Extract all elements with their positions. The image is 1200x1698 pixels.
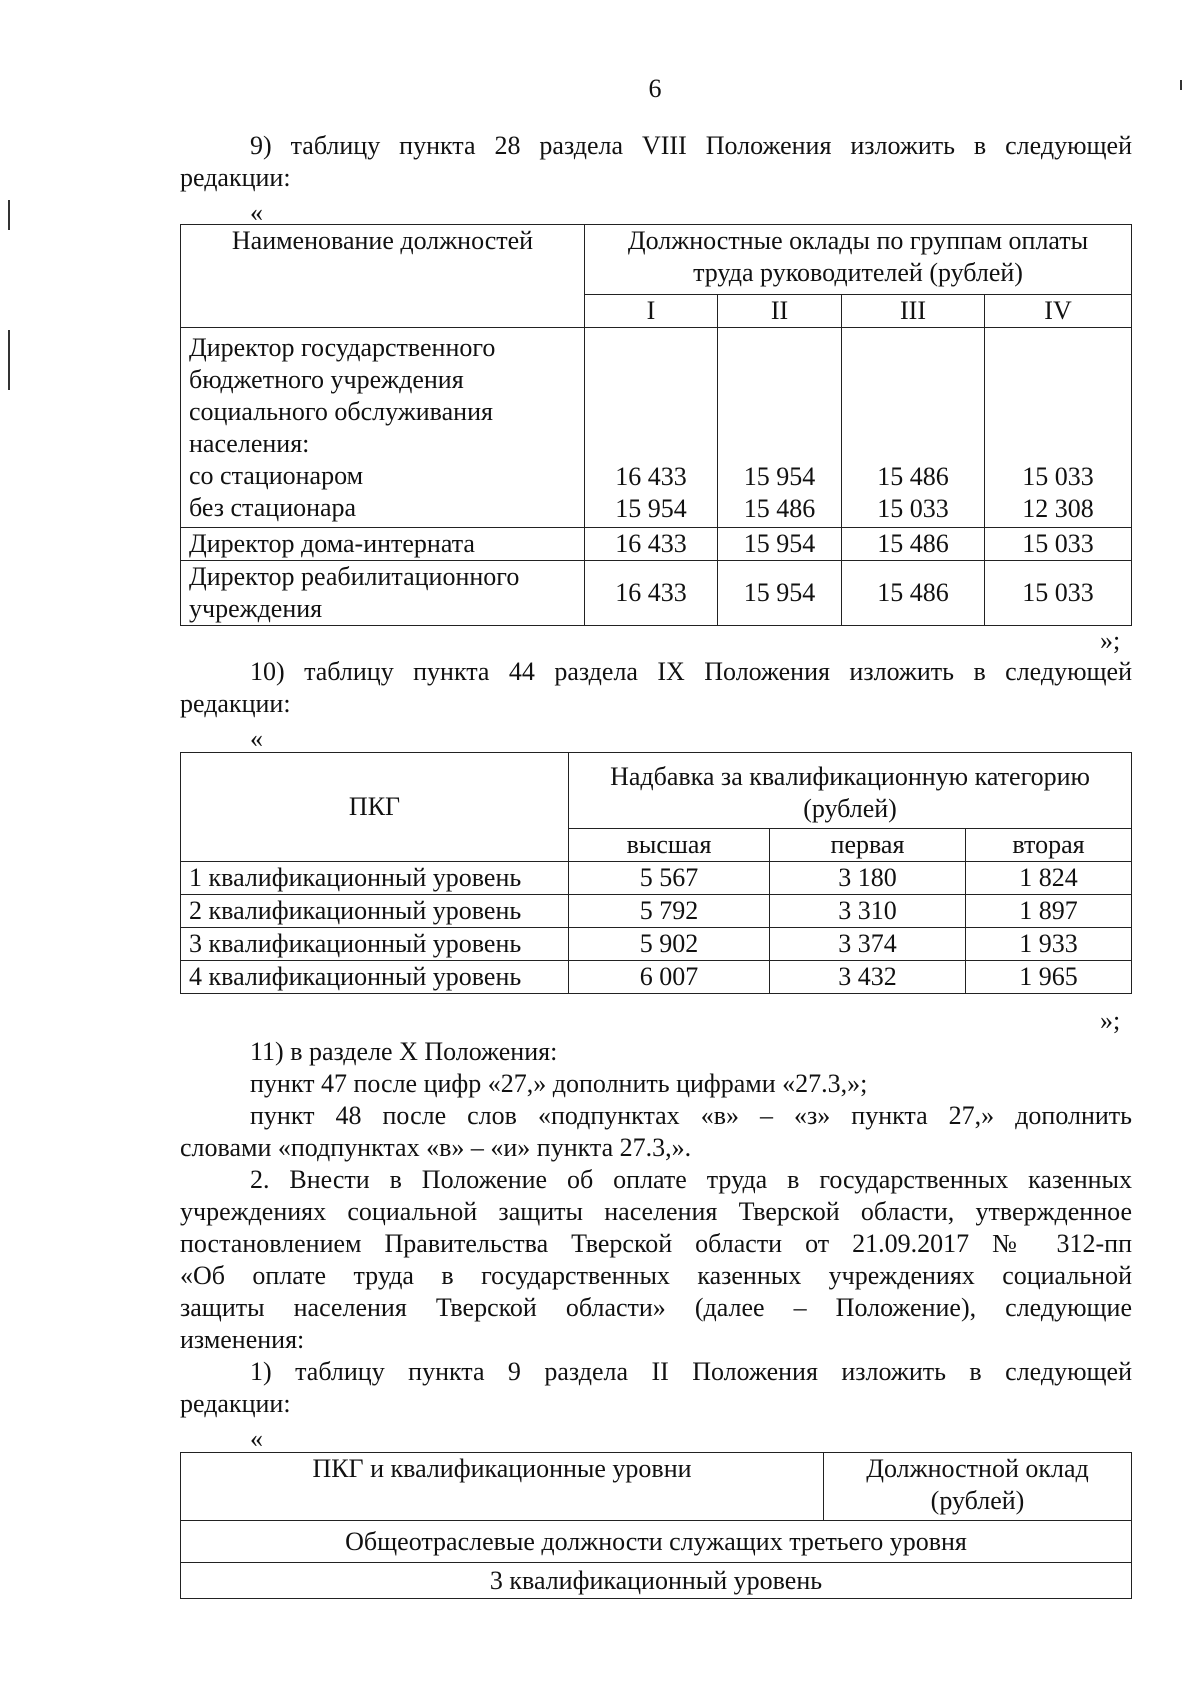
item9-text: 9) таблицу пункта 28 раздела VIII Положения изложить в следующей [250, 131, 1132, 160]
col-header-pkg-levels: ПКГ и квалификационные уровни [181, 1453, 824, 1521]
cell-value: 16 433 [585, 561, 718, 626]
cell-line: Директор государственного [189, 333, 496, 362]
section2-text: учреждениях социальной защиты населения Тверской области, утвержденное [180, 1197, 1132, 1226]
page-number: 6 [648, 74, 662, 103]
group-header: II [718, 295, 842, 328]
section2-text: защиты населения Тверской области» (далее – Положение), следующие [180, 1293, 1132, 1322]
col-header-salary [824, 1453, 1132, 1521]
cell-value: 5 567 [569, 862, 770, 895]
col-header-salary-group [585, 225, 1132, 295]
open-quote: « [250, 198, 263, 227]
cell-value: 15 033 [985, 528, 1132, 561]
section2-item1-text: редакции: [180, 1389, 291, 1418]
section2-text: постановлением Правительства Тверской области от 21.09.2017 № 312-пп [180, 1229, 1132, 1258]
cell-value: 5 902 [569, 928, 770, 961]
cell-values [585, 328, 718, 528]
item10-text-cont: редакции: [180, 689, 291, 718]
cell-line: Директор реабилитационного [189, 562, 520, 591]
table-row-level: 1 квалификационный уровень [181, 862, 569, 895]
item10-text: 10) таблицу пункта 44 раздела IX Положения изложить в следующей [250, 657, 1132, 686]
cell-value: 3 310 [770, 895, 966, 928]
section2-text: изменения: [180, 1325, 305, 1354]
table-row-level: 4 квалификационный уровень [181, 961, 569, 994]
cell-value: 15 033 [985, 561, 1132, 626]
cell-value: 6 007 [569, 961, 770, 994]
cell-value: 1 897 [966, 895, 1132, 928]
col-header-pkg: ПКГ [181, 753, 569, 862]
table-head-salaries [180, 224, 1132, 626]
cell-value: 5 792 [569, 895, 770, 928]
header-line: Должностной оклад [866, 1454, 1089, 1483]
cell-value: 15 033 [1022, 462, 1094, 491]
item11-text: 11) в разделе X Положения: [250, 1037, 558, 1066]
group-header: IV [985, 295, 1132, 328]
cell-line: со стационаром [189, 461, 364, 490]
section2-text: «Об оплате труда в государственных казенных учреждениях социальной [180, 1261, 1132, 1290]
category-header: вторая [966, 829, 1132, 862]
section2-item1-text: 1) таблицу пункта 9 раздела II Положения изложить в следующей [250, 1357, 1132, 1386]
cell-value: 1 965 [966, 961, 1132, 994]
cell-value: 12 308 [1022, 494, 1094, 523]
cell-values [842, 328, 985, 528]
table-qualification-bonus [180, 752, 1132, 994]
item11-text: пункт 47 после цифр «27,» дополнить цифрами «27.3,»; [250, 1069, 868, 1098]
cell-value: 1 933 [966, 928, 1132, 961]
table-group-row: Общеотраслевые должности служащих третьего уровня [181, 1521, 1132, 1563]
group-header: I [585, 295, 718, 328]
cell-value: 3 374 [770, 928, 966, 961]
cell-value: 15 954 [718, 528, 842, 561]
cell-values [718, 328, 842, 528]
cell-value: 15 486 [877, 462, 949, 491]
table-row-director-home: Директор дома-интерната [181, 528, 585, 561]
cell-values [985, 328, 1132, 528]
col-header-bonus [569, 753, 1132, 829]
section2-text: 2. Внести в Положение об оплате труда в государственных казенных [250, 1165, 1132, 1194]
cell-line: населения: [189, 429, 310, 458]
category-header: первая [770, 829, 966, 862]
cell-value: 15 486 [842, 528, 985, 561]
cell-value: 15 486 [743, 494, 816, 523]
cell-value: 15 954 [615, 494, 687, 523]
close-quote: »; [1100, 1006, 1121, 1035]
cell-value: 15 486 [842, 561, 985, 626]
table-salary [180, 1452, 1132, 1599]
close-quote: »; [1100, 626, 1121, 655]
cell-line: без стационара [189, 493, 357, 522]
scan-edge-mark [8, 330, 10, 390]
cell-line: учреждения [189, 594, 323, 623]
header-line: Должностные оклады по группам оплаты [627, 226, 1089, 255]
cell-line: бюджетного учреждения [189, 365, 464, 394]
cell-value: 1 824 [966, 862, 1132, 895]
table-row-level: 2 квалификационный уровень [181, 895, 569, 928]
header-line: (рублей) [803, 794, 897, 823]
table-row-director-rehab [181, 561, 585, 626]
table-row-level: 3 квалификационный уровень [181, 928, 569, 961]
item11-text: пункт 48 после слов «подпунктах «в» – «з» пункта 27,» дополнить [250, 1101, 1132, 1130]
open-quote: « [250, 724, 263, 753]
item9-text-cont: редакции: [180, 163, 291, 192]
table-row-director-state [181, 328, 585, 528]
cell-value: 3 180 [770, 862, 966, 895]
item11-text-cont: словами «подпунктах «в» – «и» пункта 27.3,». [180, 1133, 692, 1162]
header-line: труда руководителей (рублей) [693, 258, 1023, 287]
cell-line: социального обслуживания [189, 397, 493, 426]
cell-value: 3 432 [770, 961, 966, 994]
cell-value: 16 433 [615, 462, 687, 491]
cell-value: 15 954 [718, 561, 842, 626]
category-header: высшая [569, 829, 770, 862]
group-header: III [842, 295, 985, 328]
scan-edge-mark [8, 200, 10, 230]
col-header-position: Наименование должностей [181, 225, 585, 328]
header-line: (рублей) [930, 1486, 1025, 1515]
cell-value: 16 433 [585, 528, 718, 561]
table-level-row: 3 квалификационный уровень [181, 1563, 1132, 1599]
cell-value: 15 033 [877, 494, 949, 523]
header-line: Надбавка за квалификационную категорию [610, 762, 1090, 791]
open-quote: « [250, 1424, 263, 1453]
cell-value: 15 954 [743, 462, 816, 491]
